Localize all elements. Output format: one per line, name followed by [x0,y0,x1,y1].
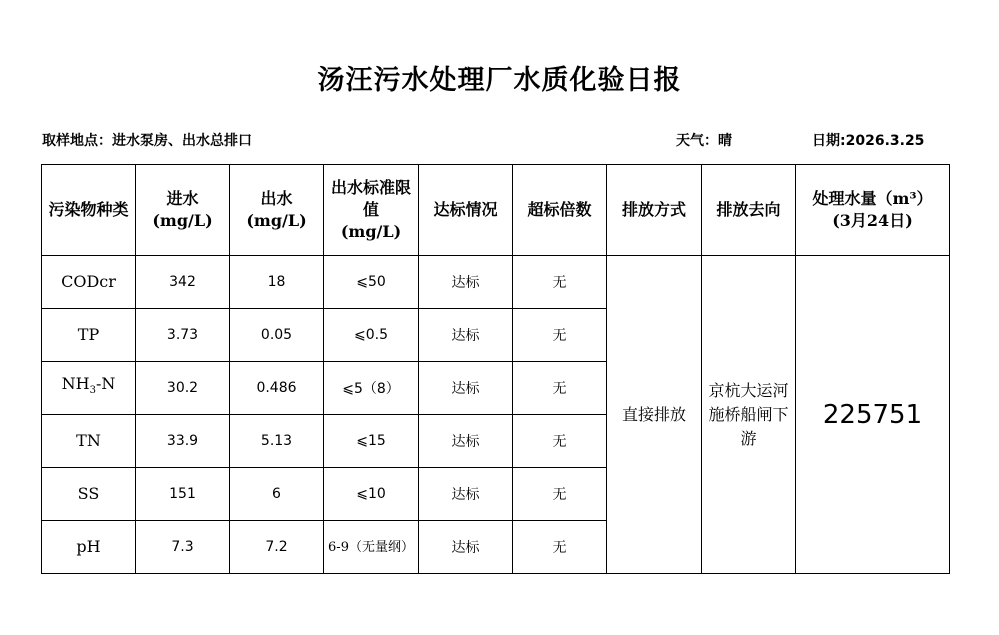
header-limit: 出水标准限值 (mg/L) [324,165,419,256]
influent-value: 151 [136,468,230,521]
sampling-location: 取样地点：进水泵房、出水总排口 [42,133,252,149]
limit-value: ⩽50 [324,256,419,309]
header-discharge-dest: 排放去向 [702,165,796,256]
effluent-value: 18 [230,256,324,309]
exceed-value: 无 [513,362,607,415]
pollutant-name: SS [42,468,136,521]
compliance-value: 达标 [419,521,513,574]
influent-value: 7.3 [136,521,230,574]
influent-value: 3.73 [136,309,230,362]
pollutant-name: TN [42,415,136,468]
table-header-row [42,165,950,256]
effluent-value: 5.13 [230,415,324,468]
discharge-destination: 京杭大运河施桥船闸下游 [702,256,796,574]
treated-volume: 225751 [796,256,950,574]
compliance-value: 达标 [419,468,513,521]
limit-value: 6-9（无量纲） [324,521,419,574]
exceed-value: 无 [513,521,607,574]
pollutant-name: TP [42,309,136,362]
header-pollutant: 污染物种类 [42,165,136,256]
compliance-value: 达标 [419,309,513,362]
report-date: 日期:2026.3.25 [812,133,925,149]
effluent-value: 0.486 [230,362,324,415]
pollutant-name: CODcr [42,256,136,309]
header-effluent: 出水 (mg/L) [230,165,324,256]
exceed-value: 无 [513,415,607,468]
effluent-value: 0.05 [230,309,324,362]
exceed-value: 无 [513,256,607,309]
influent-value: 33.9 [136,415,230,468]
discharge-mode: 直接排放 [607,256,702,574]
limit-value: ⩽10 [324,468,419,521]
limit-value: ⩽15 [324,415,419,468]
compliance-value: 达标 [419,362,513,415]
report-title: 汤汪污水处理厂水质化验日报 [317,65,682,96]
compliance-value: 达标 [419,256,513,309]
pollutant-name: $NH_3-N$ [42,362,136,415]
header-compliance: 达标情况 [419,165,513,256]
water-quality-table [41,164,950,574]
weather: 天气：晴 [676,133,732,149]
table-row [42,256,950,309]
effluent-value: 7.2 [230,521,324,574]
exceed-value: 无 [513,468,607,521]
pollutant-name: pH [42,521,136,574]
limit-value: ⩽5（8） [324,362,419,415]
header-influent: 进水 (mg/L) [136,165,230,256]
limit-value: ⩽0.5 [324,309,419,362]
influent-value: 30.2 [136,362,230,415]
header-discharge-mode: 排放方式 [607,165,702,256]
header-exceed: 超标倍数 [513,165,607,256]
influent-value: 342 [136,256,230,309]
compliance-value: 达标 [419,415,513,468]
exceed-value: 无 [513,309,607,362]
header-volume: 处理水量（m³） (3月24日) [796,165,950,256]
effluent-value: 6 [230,468,324,521]
